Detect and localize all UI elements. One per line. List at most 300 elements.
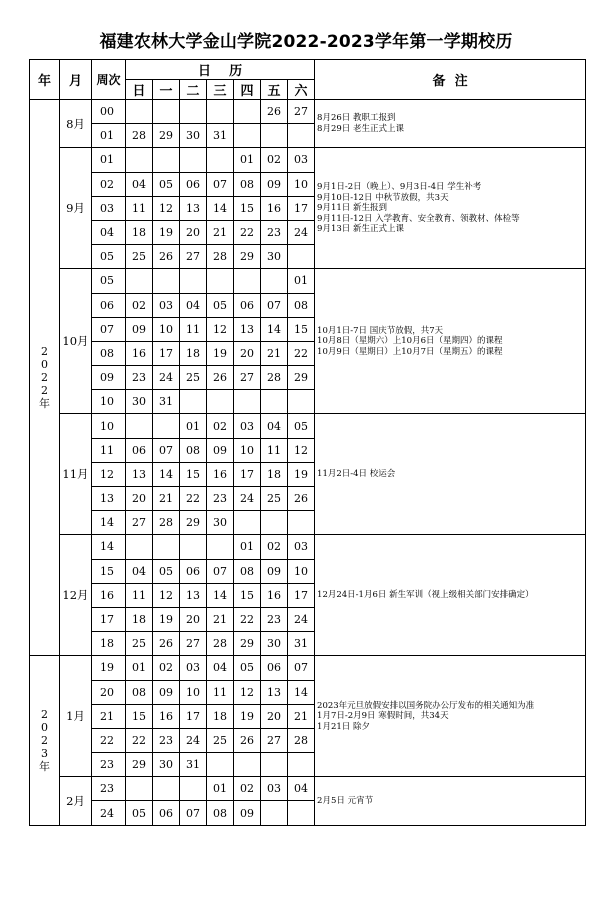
day-cell: 07 [288,656,315,680]
day-cell: 27 [180,245,207,269]
week-number-cell: 06 [92,293,126,317]
table-row [30,269,586,293]
week-number-cell: 11 [92,438,126,462]
weekday-header: 日 [126,80,153,100]
day-cell: 19 [207,341,234,365]
note-line: 10月8日（星期六）上10月6日（星期四）的课程 [317,336,503,347]
day-cell: 10 [153,317,180,341]
day-cell: 30 [126,390,153,414]
day-cell: 11 [261,438,288,462]
day-cell: 13 [126,462,153,486]
day-cell: 20 [180,607,207,631]
day-cell: 29 [288,366,315,390]
day-cell: 11 [180,317,207,341]
day-cell [153,777,180,801]
day-cell: 09 [261,559,288,583]
day-cell: 02 [261,148,288,172]
day-cell: 21 [153,487,180,511]
month-cell: 9月 [60,148,92,269]
day-cell: 05 [234,656,261,680]
day-cell: 12 [207,317,234,341]
day-cell [234,390,261,414]
day-cell: 02 [261,535,288,559]
note-line: 8月29日 老生正式上课 [317,123,404,134]
note-line: 1月7日-2月9日 寒假时间，共34天 [317,711,449,722]
day-cell: 14 [207,583,234,607]
note-line: 10月9日（星期日）上10月7日（星期五）的课程 [317,346,503,357]
day-cell: 07 [207,559,234,583]
day-cell [234,511,261,535]
day-cell: 28 [288,728,315,752]
notes-cell [315,414,586,535]
day-cell: 31 [153,390,180,414]
day-cell: 23 [126,366,153,390]
day-cell: 28 [207,632,234,656]
day-cell: 09 [126,317,153,341]
day-cell: 19 [153,607,180,631]
day-cell [207,390,234,414]
week-number-cell: 21 [92,704,126,728]
note-line: 9月13日 新生正式上课 [317,224,404,235]
day-cell: 24 [234,487,261,511]
day-cell: 20 [234,341,261,365]
day-cell: 23 [207,487,234,511]
day-cell: 04 [126,172,153,196]
day-cell: 22 [126,728,153,752]
weekday-header: 二 [180,80,207,100]
day-cell: 05 [126,801,153,825]
day-cell: 25 [126,632,153,656]
day-cell: 06 [126,438,153,462]
month-cell: 12月 [60,535,92,656]
notes-cell [315,535,586,656]
day-cell: 03 [288,535,315,559]
day-cell [261,124,288,148]
day-cell: 09 [207,438,234,462]
day-cell: 12 [153,583,180,607]
day-cell: 20 [126,487,153,511]
note-line: 9月11日-12日 入学教育、安全教育、领教材、体检等 [317,213,520,224]
day-cell [207,148,234,172]
day-cell: 08 [234,559,261,583]
notes-cell [315,777,586,825]
note-line: 8月26日 教职工报到 [317,113,396,124]
day-cell: 16 [153,704,180,728]
day-cell: 22 [288,341,315,365]
day-cell: 01 [126,656,153,680]
week-number-cell: 14 [92,535,126,559]
day-cell: 11 [126,196,153,220]
day-cell: 25 [207,728,234,752]
weekday-header: 一 [153,80,180,100]
year-char: 2 [41,371,48,385]
day-cell: 24 [288,220,315,244]
year-char: 2 [41,345,48,359]
day-cell: 08 [207,801,234,825]
header-calendar: 日 历 [126,60,315,80]
day-cell: 04 [180,293,207,317]
day-cell: 28 [126,124,153,148]
day-cell: 31 [207,124,234,148]
day-cell [207,535,234,559]
day-cell: 01 [234,535,261,559]
day-cell: 04 [261,414,288,438]
year-cell [30,656,60,825]
week-number-cell: 12 [92,462,126,486]
year-char: 3 [41,746,48,760]
week-number-cell: 04 [92,220,126,244]
day-cell [180,535,207,559]
weekday-header: 六 [288,80,315,100]
day-cell [153,535,180,559]
week-number-cell: 19 [92,656,126,680]
day-cell: 29 [126,753,153,777]
day-cell: 18 [180,341,207,365]
day-cell: 09 [153,680,180,704]
day-cell: 15 [126,704,153,728]
table-row [30,100,586,124]
note-line: 9月10日-12日 中秋节放假，共3天 [317,192,449,203]
day-cell [207,753,234,777]
table-row [30,148,586,172]
day-cell: 08 [126,680,153,704]
day-cell: 23 [261,220,288,244]
day-cell: 01 [288,269,315,293]
day-cell: 21 [288,704,315,728]
day-cell: 25 [261,487,288,511]
day-cell: 07 [180,801,207,825]
table-row [30,414,586,438]
day-cell: 14 [207,196,234,220]
notes-cell [315,100,586,148]
day-cell: 17 [153,341,180,365]
day-cell [126,100,153,124]
month-cell: 10月 [60,269,92,414]
note-line: 10月1日-7日 国庆节放假，共7天 [317,325,444,336]
day-cell: 01 [207,777,234,801]
week-number-cell: 15 [92,559,126,583]
day-cell [126,777,153,801]
day-cell: 13 [261,680,288,704]
note-line: 2023年元旦放假安排以国务院办公厅发布的相关通知为准 [317,700,535,711]
day-cell [234,100,261,124]
week-number-cell: 23 [92,777,126,801]
day-cell: 14 [288,680,315,704]
notes-cell [315,148,586,269]
note-line: 12月24日-1月6日 新生军训（视上级相关部门安排确定） [317,590,534,601]
day-cell: 27 [180,632,207,656]
day-cell [288,124,315,148]
day-cell: 17 [288,583,315,607]
day-cell [288,801,315,825]
day-cell: 24 [288,607,315,631]
school-calendar-table [29,59,586,826]
week-number-cell: 08 [92,341,126,365]
week-number-cell: 17 [92,607,126,631]
day-cell [207,100,234,124]
day-cell: 22 [180,487,207,511]
day-cell: 07 [261,293,288,317]
header-notes: 备 注 [315,60,586,100]
year-char: 2 [41,733,48,747]
day-cell: 13 [180,583,207,607]
day-cell: 26 [288,487,315,511]
day-cell: 01 [180,414,207,438]
day-cell [207,269,234,293]
day-cell: 05 [207,293,234,317]
day-cell: 17 [288,196,315,220]
day-cell: 24 [180,728,207,752]
day-cell: 02 [234,777,261,801]
year-char: 0 [41,720,48,734]
day-cell [261,801,288,825]
day-cell: 05 [288,414,315,438]
day-cell: 04 [207,656,234,680]
day-cell: 30 [207,511,234,535]
day-cell [153,100,180,124]
day-cell: 11 [207,680,234,704]
day-cell: 17 [180,704,207,728]
year-char: 0 [41,358,48,372]
day-cell: 31 [180,753,207,777]
page-title: 福建农林大学金山学院2022-2023学年第一学期校历 [99,32,513,52]
day-cell [180,390,207,414]
day-cell [180,777,207,801]
day-cell: 28 [153,511,180,535]
day-cell: 19 [288,462,315,486]
day-cell: 16 [207,462,234,486]
day-cell: 18 [207,704,234,728]
day-cell: 03 [234,414,261,438]
day-cell: 26 [207,366,234,390]
day-cell [153,414,180,438]
day-cell: 02 [207,414,234,438]
day-cell: 31 [288,632,315,656]
day-cell: 18 [126,220,153,244]
day-cell: 30 [261,632,288,656]
day-cell: 30 [180,124,207,148]
day-cell [288,245,315,269]
day-cell: 08 [180,438,207,462]
day-cell: 26 [153,632,180,656]
day-cell: 27 [261,728,288,752]
day-cell: 11 [126,583,153,607]
day-cell: 08 [288,293,315,317]
day-cell: 07 [207,172,234,196]
day-cell [234,124,261,148]
day-cell [126,535,153,559]
day-cell: 09 [261,172,288,196]
week-number-cell: 18 [92,632,126,656]
day-cell: 02 [126,293,153,317]
day-cell: 10 [234,438,261,462]
day-cell: 05 [153,172,180,196]
table-row [30,535,586,559]
day-cell: 06 [180,559,207,583]
month-cell: 1月 [60,656,92,777]
table-row [30,777,586,801]
day-cell [288,390,315,414]
day-cell [126,148,153,172]
month-cell: 8月 [60,100,92,148]
note-line: 11月2日-4日 校运会 [317,469,396,480]
day-cell: 10 [288,559,315,583]
day-cell [234,753,261,777]
day-cell [288,753,315,777]
day-cell: 17 [234,462,261,486]
day-cell: 06 [180,172,207,196]
day-cell: 12 [234,680,261,704]
header-month: 月 [60,60,92,100]
day-cell: 23 [261,607,288,631]
note-line: 1月21日 除夕 [317,721,370,732]
week-number-cell: 10 [92,390,126,414]
month-cell: 11月 [60,414,92,535]
day-cell: 15 [234,196,261,220]
day-cell: 19 [153,220,180,244]
notes-cell [315,656,586,777]
day-cell: 14 [261,317,288,341]
day-cell [126,414,153,438]
calendar-body [30,100,586,826]
day-cell: 20 [180,220,207,244]
week-number-cell: 07 [92,317,126,341]
day-cell: 08 [234,172,261,196]
day-cell: 03 [153,293,180,317]
day-cell [180,100,207,124]
day-cell: 28 [261,366,288,390]
day-cell: 22 [234,220,261,244]
day-cell: 30 [153,753,180,777]
day-cell: 10 [288,172,315,196]
day-cell: 29 [180,511,207,535]
note-line: 9月1日-2日（晚上）、9月3日-4日 学生补考 [317,182,482,193]
day-cell: 04 [288,777,315,801]
day-cell: 16 [126,341,153,365]
day-cell: 27 [126,511,153,535]
day-cell: 05 [153,559,180,583]
day-cell: 16 [261,196,288,220]
day-cell: 29 [234,632,261,656]
header-week: 周次 [92,60,126,100]
day-cell: 06 [261,656,288,680]
day-cell: 15 [288,317,315,341]
weekday-header: 三 [207,80,234,100]
day-cell: 19 [234,704,261,728]
day-cell: 26 [234,728,261,752]
day-cell [288,511,315,535]
week-number-cell: 22 [92,728,126,752]
day-cell [153,148,180,172]
day-cell: 29 [234,245,261,269]
day-cell: 18 [126,607,153,631]
day-cell: 29 [153,124,180,148]
weekday-header: 四 [234,80,261,100]
week-number-cell: 10 [92,414,126,438]
day-cell [180,269,207,293]
day-cell: 20 [261,704,288,728]
month-cell: 2月 [60,777,92,825]
day-cell [261,269,288,293]
year-char: 年 [39,397,50,411]
day-cell: 06 [234,293,261,317]
week-number-cell: 00 [92,100,126,124]
day-cell: 21 [207,607,234,631]
year-char: 2 [41,707,48,721]
day-cell: 23 [153,728,180,752]
year-cell [30,100,60,656]
day-cell: 06 [153,801,180,825]
day-cell: 27 [234,366,261,390]
day-cell: 28 [207,245,234,269]
week-number-cell: 14 [92,511,126,535]
day-cell: 25 [126,245,153,269]
day-cell: 15 [180,462,207,486]
day-cell: 25 [180,366,207,390]
week-number-cell: 01 [92,124,126,148]
day-cell [153,269,180,293]
note-line: 2月5日 元宵节 [317,795,374,806]
day-cell: 09 [234,801,261,825]
day-cell: 18 [261,462,288,486]
week-number-cell: 05 [92,269,126,293]
week-number-cell: 16 [92,583,126,607]
day-cell [261,390,288,414]
notes-cell [315,269,586,414]
day-cell: 15 [234,583,261,607]
day-cell: 24 [153,366,180,390]
day-cell: 26 [261,100,288,124]
day-cell: 03 [261,777,288,801]
day-cell: 16 [261,583,288,607]
day-cell: 21 [207,220,234,244]
day-cell: 07 [153,438,180,462]
day-cell [261,511,288,535]
day-cell: 30 [261,245,288,269]
day-cell: 10 [180,680,207,704]
year-char: 2 [41,384,48,398]
week-number-cell: 20 [92,680,126,704]
day-cell: 13 [234,317,261,341]
day-cell: 22 [234,607,261,631]
table-row [30,656,586,680]
year-char: 年 [39,759,50,773]
day-cell: 01 [234,148,261,172]
week-number-cell: 05 [92,245,126,269]
day-cell: 03 [288,148,315,172]
weekday-header: 五 [261,80,288,100]
week-number-cell: 23 [92,753,126,777]
day-cell: 14 [153,462,180,486]
day-cell [180,148,207,172]
day-cell: 12 [153,196,180,220]
day-cell [234,269,261,293]
week-number-cell: 03 [92,196,126,220]
week-number-cell: 13 [92,487,126,511]
day-cell: 03 [180,656,207,680]
day-cell: 12 [288,438,315,462]
week-number-cell: 09 [92,366,126,390]
day-cell [261,753,288,777]
week-number-cell: 24 [92,801,126,825]
week-number-cell: 01 [92,148,126,172]
day-cell: 26 [153,245,180,269]
day-cell: 21 [261,341,288,365]
day-cell: 27 [288,100,315,124]
day-cell: 04 [126,559,153,583]
day-cell [126,269,153,293]
day-cell: 13 [180,196,207,220]
